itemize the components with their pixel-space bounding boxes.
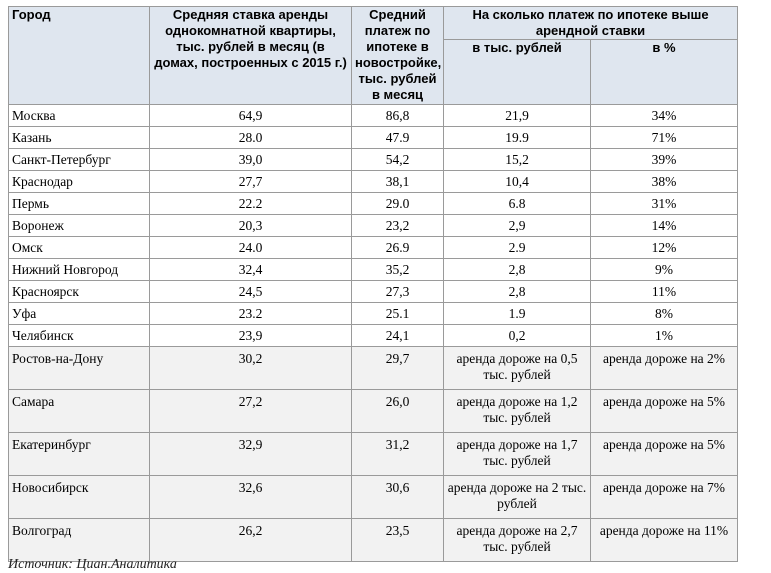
cell-difference-rub: аренда дороже на 1,2 тыс. рублей (444, 390, 591, 433)
header-difference-rub: в тыс. рублей (444, 40, 591, 105)
header-row-top (9, 7, 738, 40)
cell-mortgage: 86,8 (352, 105, 444, 127)
cell-city: Новосибирск (9, 476, 150, 519)
table-header (9, 7, 738, 105)
cell-difference-rub: аренда дороже на 2,7 тыс. рублей (444, 519, 591, 562)
table-body (9, 105, 738, 562)
cell-city: Волгоград (9, 519, 150, 562)
cell-rent: 23.2 (150, 303, 352, 325)
cell-difference-rub: 2.9 (444, 237, 591, 259)
cell-mortgage: 26,0 (352, 390, 444, 433)
table-row (9, 215, 738, 237)
cell-mortgage: 38,1 (352, 171, 444, 193)
cell-difference-percent: 34% (591, 105, 738, 127)
cell-mortgage: 23,2 (352, 215, 444, 237)
cell-difference-percent: 1% (591, 325, 738, 347)
cell-mortgage: 47.9 (352, 127, 444, 149)
cell-difference-percent: аренда дороже на 2% (591, 347, 738, 390)
cell-city: Ростов-на-Дону (9, 347, 150, 390)
cell-difference-percent: аренда дороже на 11% (591, 519, 738, 562)
cell-difference-rub: 10,4 (444, 171, 591, 193)
cell-city: Омск (9, 237, 150, 259)
cell-city: Казань (9, 127, 150, 149)
table-row (9, 347, 738, 390)
cell-rent: 32,9 (150, 433, 352, 476)
cell-city: Красноярск (9, 281, 150, 303)
cell-rent: 27,2 (150, 390, 352, 433)
cell-rent: 27,7 (150, 171, 352, 193)
table-row (9, 519, 738, 562)
cell-mortgage: 35,2 (352, 259, 444, 281)
header-difference-group: На сколько платеж по ипотеке выше арендной ставки (444, 7, 738, 40)
cell-difference-rub: 21,9 (444, 105, 591, 127)
cell-difference-percent: 8% (591, 303, 738, 325)
cell-rent: 39,0 (150, 149, 352, 171)
cell-difference-rub: 0,2 (444, 325, 591, 347)
cell-difference-rub: 2,9 (444, 215, 591, 237)
table-row (9, 171, 738, 193)
table-row (9, 303, 738, 325)
cell-difference-percent: 9% (591, 259, 738, 281)
table-row (9, 105, 738, 127)
cell-rent: 24.0 (150, 237, 352, 259)
cell-difference-rub: 6.8 (444, 193, 591, 215)
table-row (9, 237, 738, 259)
cell-rent: 22.2 (150, 193, 352, 215)
cell-city: Санкт-Петербург (9, 149, 150, 171)
cell-difference-percent: 38% (591, 171, 738, 193)
cell-mortgage: 31,2 (352, 433, 444, 476)
cell-difference-rub: 1.9 (444, 303, 591, 325)
cell-city: Екатеринбург (9, 433, 150, 476)
cell-rent: 24,5 (150, 281, 352, 303)
cell-rent: 20,3 (150, 215, 352, 237)
table-row (9, 149, 738, 171)
table-row (9, 281, 738, 303)
cell-difference-percent: аренда дороже на 7% (591, 476, 738, 519)
cell-city: Самара (9, 390, 150, 433)
cell-difference-rub: 2,8 (444, 259, 591, 281)
table-row (9, 476, 738, 519)
cell-rent: 64,9 (150, 105, 352, 127)
cell-difference-percent: 14% (591, 215, 738, 237)
rent-vs-mortgage-table (8, 6, 738, 562)
cell-difference-rub: аренда дороже на 0,5 тыс. рублей (444, 347, 591, 390)
cell-mortgage: 23,5 (352, 519, 444, 562)
cell-mortgage: 54,2 (352, 149, 444, 171)
table-row (9, 127, 738, 149)
cell-mortgage: 26.9 (352, 237, 444, 259)
cell-difference-percent: 31% (591, 193, 738, 215)
cell-mortgage: 29,7 (352, 347, 444, 390)
cell-city: Уфа (9, 303, 150, 325)
cell-difference-rub: 15,2 (444, 149, 591, 171)
cell-difference-percent: аренда дороже на 5% (591, 433, 738, 476)
cell-difference-rub: 2,8 (444, 281, 591, 303)
cell-difference-percent: 12% (591, 237, 738, 259)
cell-difference-percent: 11% (591, 281, 738, 303)
cell-rent: 23,9 (150, 325, 352, 347)
cell-difference-rub: аренда дороже на 2 тыс. рублей (444, 476, 591, 519)
cell-rent: 26,2 (150, 519, 352, 562)
cell-difference-percent: аренда дороже на 5% (591, 390, 738, 433)
cell-difference-rub: аренда дороже на 1,7 тыс. рублей (444, 433, 591, 476)
header-mortgage: Средний платеж по ипотеке в новостройке, тыс. рублей в месяц (352, 7, 444, 105)
cell-rent: 32,6 (150, 476, 352, 519)
cell-difference-percent: 39% (591, 149, 738, 171)
cell-difference-percent: 71% (591, 127, 738, 149)
cell-mortgage: 24,1 (352, 325, 444, 347)
table-row (9, 433, 738, 476)
table-row (9, 325, 738, 347)
table-row (9, 259, 738, 281)
cell-city: Нижний Новгород (9, 259, 150, 281)
cell-rent: 30,2 (150, 347, 352, 390)
cell-rent: 32,4 (150, 259, 352, 281)
cell-city: Москва (9, 105, 150, 127)
cell-city: Краснодар (9, 171, 150, 193)
cell-city: Пермь (9, 193, 150, 215)
cell-city: Челябинск (9, 325, 150, 347)
table-row (9, 390, 738, 433)
header-difference-percent: в % (591, 40, 738, 105)
source-note: Источник: Циан.Аналитика (8, 557, 177, 572)
header-rent: Средняя ставка аренды однокомнатной квартиры, тыс. рублей в месяц (в домах, построенных с 2015 г.) (150, 7, 352, 105)
cell-mortgage: 30,6 (352, 476, 444, 519)
cell-mortgage: 29.0 (352, 193, 444, 215)
table-row (9, 193, 738, 215)
cell-mortgage: 25.1 (352, 303, 444, 325)
cell-city: Воронеж (9, 215, 150, 237)
cell-rent: 28.0 (150, 127, 352, 149)
cell-mortgage: 27,3 (352, 281, 444, 303)
cell-difference-rub: 19.9 (444, 127, 591, 149)
header-city: Город (9, 7, 150, 105)
